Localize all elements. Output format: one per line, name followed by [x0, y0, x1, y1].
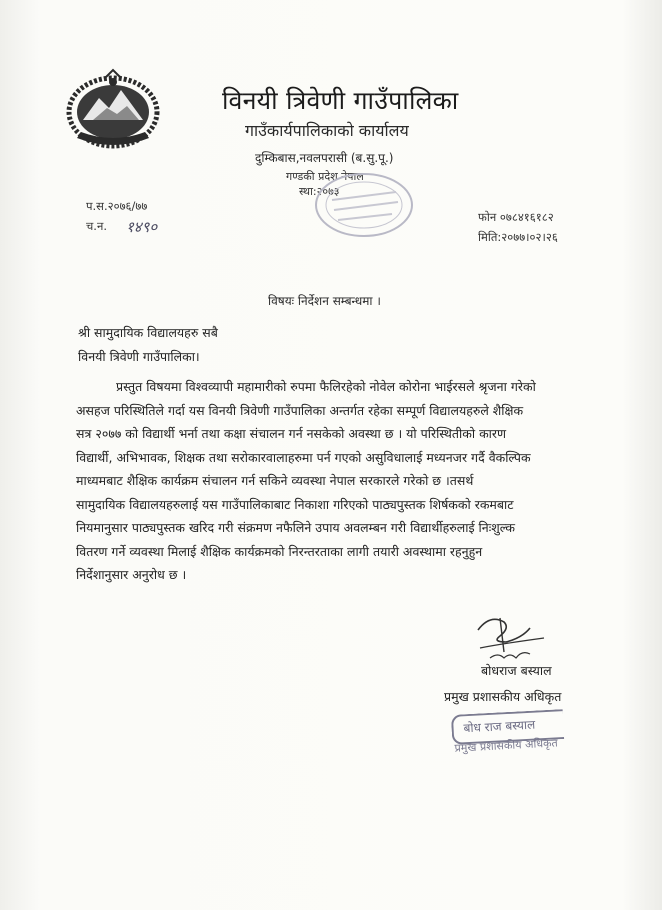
signatory-title: प्रमुख प्रशासकीय अधिकृत — [444, 689, 562, 704]
dispatch-label: च.न. — [86, 219, 107, 233]
body-line: प्रस्तुत विषयमा विश्वव्यापी महामारीको रुपमा फैलिरहेको नोवेल कोरोना भाईरसले श्रृजना गरेको — [116, 379, 536, 394]
office-subtitle: गाउँकार्यपालिकाको कार्यालय — [245, 121, 409, 140]
recipient-line-1: श्री सामुदायिक विद्यालयहरु सबै — [78, 325, 218, 340]
letter-date: मिति:२०७७।०२।२६ — [478, 230, 558, 244]
body-line: असहज परिस्थितिले गर्दा यस विनयी त्रिवेणी गाउँपालिका अन्तर्गत रहेका सम्पूर्ण विद्यालयहरुले शैक्षिक — [76, 402, 524, 418]
dispatch-number: १४९० — [126, 218, 158, 236]
letter-subject: विषयः निर्देशन सम्बन्धमा । — [268, 294, 381, 308]
body-line: निर्देशानुसार अनुरोध छ । — [76, 567, 187, 582]
office-title: विनयी त्रिवेणी गाउँपालिका — [222, 86, 459, 115]
name-stamp-title: प्रमुख प्रशासकीय अधिकृत — [454, 736, 559, 755]
body-line: नियमानुसार पाठ्यपुस्तक खरिद गरी संक्रमण नफैलिने उपाय अवलम्बन गरी विद्यार्थीहरुलाई निःशुल्क — [76, 520, 515, 535]
nepal-emblem-icon — [63, 68, 163, 150]
recipient-line-2: विनयी त्रिवेणी गाउँपालिका। — [78, 349, 200, 364]
handwritten-signature — [470, 608, 550, 664]
office-seal-stamp — [312, 170, 416, 240]
office-established: स्था:२०७३ — [299, 185, 340, 198]
office-province: गण्डकी प्रदेश नेपाल — [286, 170, 364, 183]
office-address: दुम्किबास,नवलपरासी (ब.सु.पू.) — [255, 151, 394, 165]
name-stamp-name: बोध राज बस्याल — [463, 717, 536, 736]
body-line: विद्यार्थी, अभिभावक, शिक्षक तथा सरोकारवालाहरुमा पर्न गएको असुविधालाई मध्यनजर गर्दै वैकल्पिक — [76, 449, 531, 465]
reference-number: प.स.२०७६/७७ — [86, 199, 148, 213]
body-line: वितरण गर्ने व्यवस्था मिलाई शैक्षिक कार्यक्रमको निरन्तरताका लागी तयारी अवस्थामा रहनुहुन — [76, 543, 483, 559]
body-line: माध्यमबाट शैक्षिक कार्यक्रम संचालन गर्न सकिने व्यवस्था नेपाल सरकारले गरेको छ ।तसर्थ — [76, 473, 474, 488]
body-line: सामुदायिक विद्यालयहरुलाई यस गाउँपालिकाबाट निकाशा गरिएको पाठ्यपुस्तक शिर्षकको रकमबाट — [76, 496, 514, 512]
name-stamp — [451, 709, 565, 761]
body-line: सत्र २०७७ को विद्यार्थी भर्ना तथा कक्षा संचालन गर्न नसकेको अवस्था छ । यो परिस्थितीको कारण — [76, 426, 507, 441]
signatory-name: बोधराज बस्याल — [481, 663, 552, 678]
letter-body — [76, 375, 590, 587]
phone-number: फोन ०७८४१६१८२ — [478, 210, 554, 224]
